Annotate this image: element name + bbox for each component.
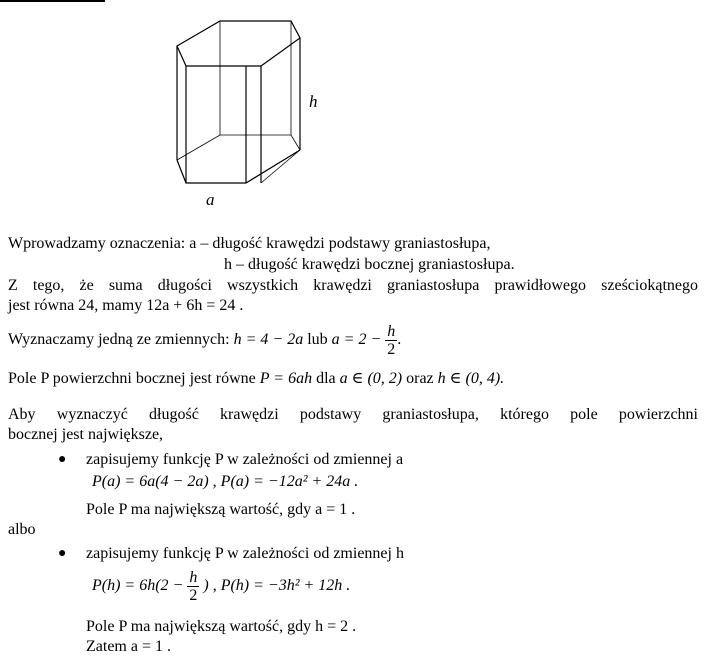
bullet-2-eq-right: ) , P(h) = −3h² + 12h . bbox=[203, 577, 351, 594]
sum-equation: 12a + 6h = 24 . bbox=[146, 297, 244, 314]
sum-line-2-text: jest równa 24, mamy bbox=[8, 297, 143, 314]
pole-dla: dla bbox=[316, 370, 336, 387]
bullet-2-fraction bbox=[187, 569, 199, 604]
variables-end: . bbox=[397, 331, 402, 348]
intro-line-1: Wprowadzamy oznaczenia: a – długość krawędzi podstawy graniastosłupa, bbox=[8, 235, 491, 252]
pole-text: Pole P powierzchni bocznej jest równe bbox=[8, 370, 256, 387]
bullet-2-text: zapisujemy funkcję P w zależności od zmiennej h bbox=[86, 545, 404, 562]
pole-line bbox=[8, 370, 504, 388]
bullet-1: ● bbox=[58, 452, 67, 467]
pole-equation: P = 6ah bbox=[259, 370, 313, 387]
fraction-denominator: 2 bbox=[387, 340, 396, 358]
label-a: a bbox=[206, 190, 215, 209]
bullet-2-fraction-denominator: 2 bbox=[189, 586, 198, 604]
pole-domain-a: a ∈ (0, 2) bbox=[339, 370, 403, 387]
aby-line-1: Aby wyznaczyć długość krawędzi podstawy graniastosłupa, którego pole powierzchni bbox=[8, 406, 698, 423]
top-rule bbox=[0, 0, 105, 2]
fraction-numerator: h bbox=[387, 322, 396, 340]
bullet-2-result: Pole P ma największą wartość, gdy h = 2 . bbox=[86, 618, 357, 635]
variables-fraction bbox=[385, 323, 397, 358]
bullet-2: ● bbox=[58, 546, 67, 561]
albo-text: albo bbox=[8, 521, 36, 538]
hexagonal-prism-figure bbox=[160, 14, 310, 189]
pole-domain-h: h ∈ (0, 4). bbox=[437, 370, 505, 387]
bullet-2-equation bbox=[92, 566, 350, 606]
label-h: h bbox=[309, 92, 318, 111]
bullet-1-text: zapisujemy funkcję P w zależności od zmiennej a bbox=[86, 451, 404, 468]
variables-eq1: h = 4 − 2a bbox=[233, 331, 304, 348]
bullet-1-equation: P(a) = 6a(4 − 2a) , P(a) = −12a² + 24a . bbox=[92, 473, 359, 490]
bullet-2-zatem: Zatem a = 1 . bbox=[86, 638, 171, 655]
sum-line-1: Z tego, że suma długości wszystkich krawędzi graniastosłupa prawidłowego sześciokątnego bbox=[8, 277, 698, 294]
aby-line-2: bocznej jest największe, bbox=[8, 426, 164, 443]
variables-line bbox=[8, 322, 401, 358]
bullet-2-eq-left: P(h) = 6h(2 − bbox=[92, 577, 184, 594]
variables-lub: lub bbox=[307, 331, 328, 348]
variables-eq2: a = 2 − bbox=[331, 331, 382, 348]
sum-line-2 bbox=[8, 297, 243, 315]
bullet-1-result: Pole P ma największą wartość, gdy a = 1 . bbox=[86, 501, 356, 518]
pole-oraz: oraz bbox=[406, 370, 434, 387]
bullet-2-fraction-numerator: h bbox=[189, 568, 198, 586]
intro-line-2: h – długość krawędzi bocznej graniastosłupa. bbox=[224, 256, 515, 273]
variables-text: Wyznaczamy jedną ze zmiennych: bbox=[8, 331, 230, 348]
